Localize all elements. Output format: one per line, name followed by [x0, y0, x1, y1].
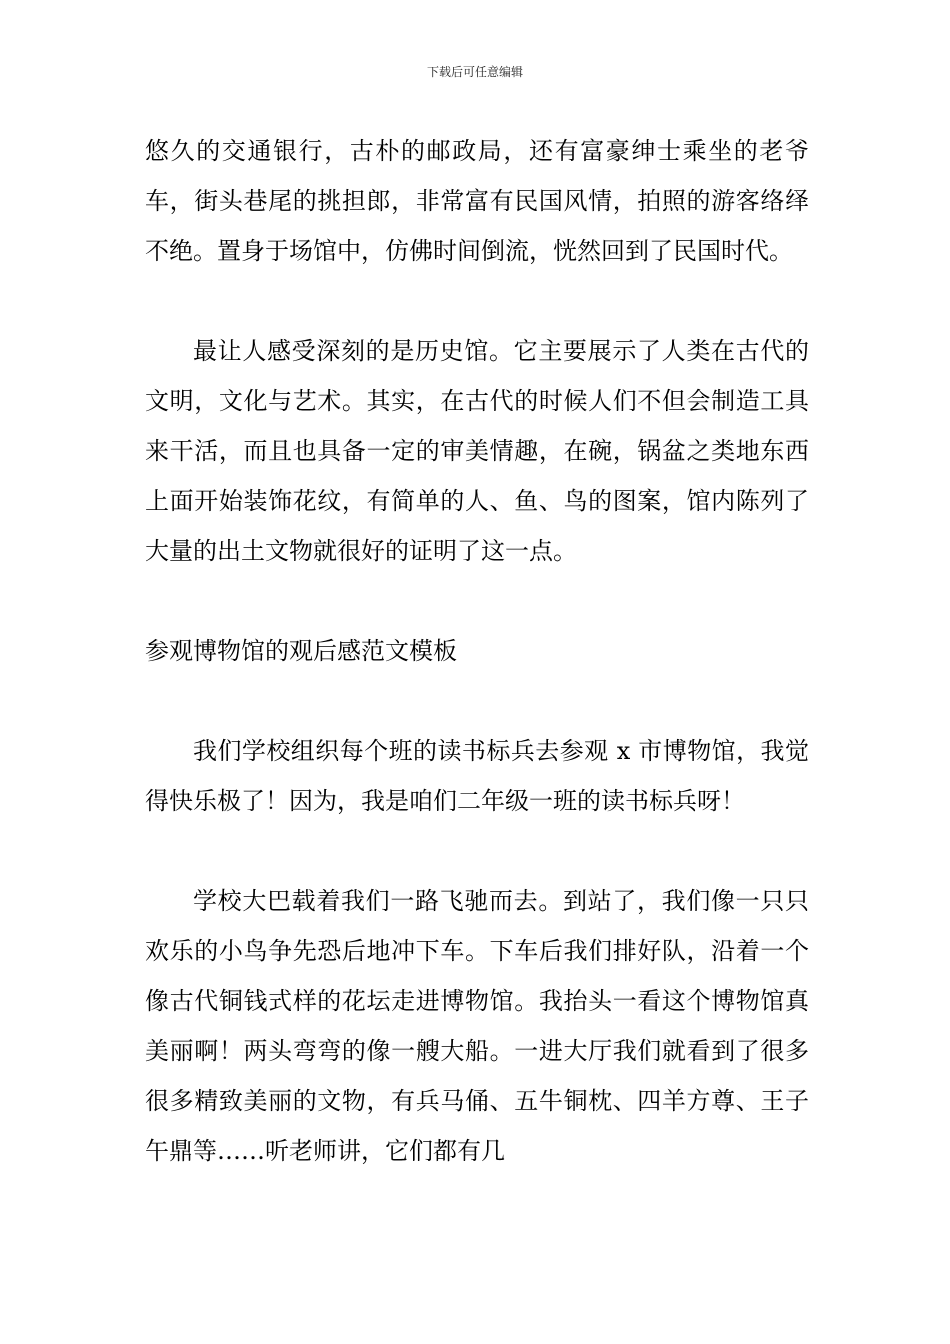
paragraph-1: 悠久的交通银行，古朴的邮政局，还有富豪绅士乘坐的老爷车，街头巷尾的挑担郎，非常富有民国风情，拍照的游客络绎不绝。置身于场馆中，仿佛时间倒流，恍然回到了民国时代。 [145, 137, 809, 265]
document-body [145, 126, 809, 1176]
paragraph-2: 最让人感受深刻的是历史馆。它主要展示了人类在古代的文明，文化与艺术。其实，在古代的时候人们不但会制造工具来干活，而且也具备一定的审美情趣，在碗，锅盆之类地东西上面开始装饰花纹，有简单的人、鱼、鸟的图案，馆内陈列了大量的出土文物就很好的证明了这一点。 [145, 337, 809, 565]
paragraph-gap [145, 576, 809, 626]
section-heading: 参观博物馆的观后感范文模板 [145, 637, 457, 665]
paragraph-4: 学校大巴载着我们一路飞驰而去。到站了，我们像一只只欢乐的小鸟争先恐后地冲下车。下车后我们排好队，沿着一个像古代铜钱式样的花坛走进博物馆。我抬头一看这个博物馆真美丽啊！两头弯弯的像一艘大船。一进大厅我们就看到了很多很多精致美丽的文物，有兵马俑、五牛铜枕、四羊方尊、王子午鼎等……听老师讲，它们都有几 [145, 887, 809, 1165]
paragraph-gap [145, 826, 809, 876]
paragraph-gap [145, 676, 809, 726]
page-header: 下载后可任意编辑 [426, 65, 523, 79]
paragraph-3: 我们学校组织每个班的读书标兵去参观 x 市博物馆，我觉得快乐极了！因为，我是咱们二年级一班的读书标兵呀！ [145, 737, 809, 815]
paragraph-gap [145, 276, 809, 326]
